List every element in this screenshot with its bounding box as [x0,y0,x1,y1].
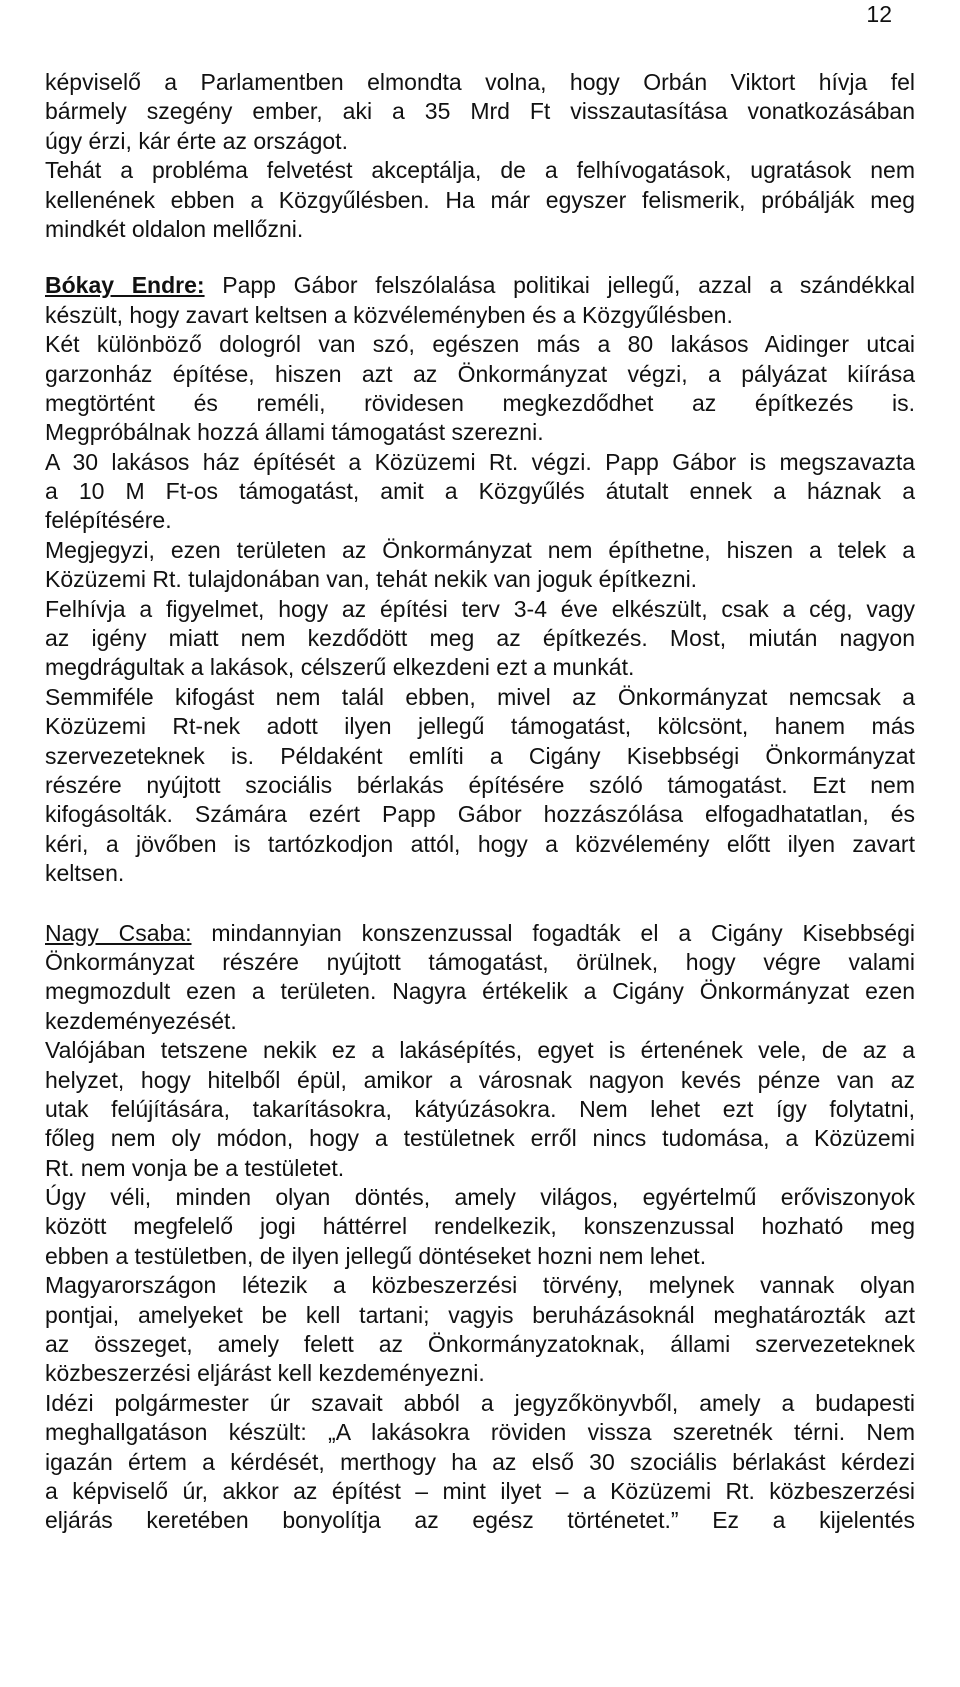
text-line [45,771,915,800]
text-line [45,1301,915,1330]
line-text: a 10 M Ft-os támogatást, amit a Közgyűlés átutalt ennek a háznak a [45,478,915,505]
text-line [45,1154,915,1183]
text-line [45,271,915,300]
line-text: megtörtént és reméli, rövidesen megkezdődhet az építkezés is. [45,389,915,416]
text-line [45,418,915,447]
text-line [45,1477,915,1506]
text-line [45,1448,915,1477]
text-line [45,360,915,389]
line-text: bármely szegény ember, aki a 35 Mrd Ft visszautasítása vonatkozásában [45,98,915,125]
text-line [45,977,915,1006]
text-line [45,1183,915,1212]
line-text: Valójában tetszene nekik ez a lakásépítés, egyet is értenének vele, de az a [45,1037,915,1064]
text-line [45,1007,915,1036]
line-text: keltsen. [45,860,125,887]
text-line [45,1418,915,1447]
line-text: Úgy véli, minden olyan döntés, amely világos, egyértelmű erőviszonyok [45,1184,915,1211]
line-text: Rt. nem vonja be a testületet. [45,1154,345,1181]
line-text: Idézi polgármester úr szavait abból a jegyzőkönyvből, amely a budapesti [45,1389,915,1416]
line-text: szervezeteknek is. Példaként említi a Cigány Kisebbségi Önkormányzat [45,742,915,769]
line-text: Felhívja a figyelmet, hogy az építési terv 3-4 éve elkészült, csak a cég, vagy [45,595,915,622]
line-text: igazán értem a kérdését, merthogy ha az első 30 szociális bérlakást kérdezi [45,1448,915,1475]
line-text: pontjai, amelyeket be kell tartani; vagyis beruházásoknál meghatározták azt [45,1301,915,1328]
line-text: eljárás keretében bonyolítja az egész történetet.” Ez a kijelentés [45,1507,915,1534]
paragraph [45,68,915,244]
page-number: 12 [866,1,892,27]
speaker-name: Bókay Endre: [45,272,205,299]
text-line [45,156,915,185]
line-text: a képviselő úr, akkor az építést – mint ilyet – a Közüzemi Rt. közbeszerzési [45,1477,915,1504]
line-text: Közüzemi Rt. tulajdonában van, tehát nekik van joguk építkezni. [45,566,698,593]
text-line [45,830,915,859]
text-line [45,1036,915,1065]
text-line [45,536,915,565]
line-text: közbeszerzési eljárást kell kezdeményezni. [45,1360,485,1387]
line-text: megmozdult ezen a területen. Nagyra értékelik a Cigány Önkormányzat ezen [45,978,915,1005]
text-line [45,1271,915,1300]
text-line [45,712,915,741]
line-text: ebben a testületben, de ilyen jellegű döntéseket hozni nem lehet. [45,1242,707,1269]
text-line [45,595,915,624]
line-text: helyzet, hogy hitelből épül, amikor a városnak nagyon kevés pénze van az [45,1066,915,1093]
text-line [45,1242,915,1271]
line-text: képviselő a Parlamentben elmondta volna, hogy Orbán Viktort hívja fel [45,69,915,95]
text-line [45,506,915,535]
text-line [45,97,915,126]
line-text: garzonház építése, hiszen azt az Önkormányzat végzi, a pályázat kiírása [45,360,915,387]
line-text: mindannyian konszenzussal fogadták el a Cigány Kisebbségi [191,919,915,946]
paragraph [45,271,915,888]
text-line [45,624,915,653]
paragraph [45,919,915,1536]
line-text: készült, hogy zavart keltsen a közvéleményben és a Közgyűlésben. [45,301,733,328]
line-text: mindkét oldalon mellőzni. [45,215,304,242]
text-line [45,1212,915,1241]
text-line [45,800,915,829]
document-body [45,68,915,1536]
line-text: között megfelelő jogi háttérrel rendelkezik, konszenzussal hozható meg [45,1213,915,1240]
line-text: Önkormányzat részére nyújtott támogatást, örülnek, hogy végre valami [45,948,915,975]
text-line [45,477,915,506]
line-text: Megjegyzi, ezen területen az Önkormányzat nem építhetne, hiszen a telek a [45,536,915,563]
text-line [45,68,915,97]
text-line [45,1389,915,1418]
text-line [45,330,915,359]
line-text: utak felújítására, takarításokra, kátyúzásokra. Nem lehet ezt így folytatni, [45,1095,915,1122]
text-line [45,389,915,418]
text-line [45,1330,915,1359]
line-text: úgy érzi, kár érte az országot. [45,127,348,154]
line-text: meghallgatáson készült: „A lakásokra röviden vissza szeretnék térni. Nem [45,1419,915,1446]
line-text: az igény miatt nem kezdődött meg az építkezés. Most, miután nagyon [45,625,915,652]
text-line [45,1066,915,1095]
line-text: kezdeményezését. [45,1007,237,1034]
text-line [45,215,915,244]
speaker-name: Nagy Csaba: [45,919,192,946]
text-line [45,1124,915,1153]
line-text: kifogásolták. Számára ezért Papp Gábor hozzászólása elfogadhatatlan, és [45,801,915,828]
line-text: Megpróbálnak hozzá állami támogatást szerezni. [45,419,544,446]
text-line [45,127,915,156]
text-line [45,186,915,215]
text-line [45,565,915,594]
line-text: megdrágultak a lakások, célszerű elkezdeni ezt a munkát. [45,654,635,681]
text-line [45,683,915,712]
line-text: Tehát a probléma felvetést akceptálja, de a felhívogatások, ugratások nem [45,157,915,184]
text-line [45,1359,915,1388]
line-text: Semmiféle kifogást nem talál ebben, mivel az Önkormányzat nemcsak a [45,683,915,710]
line-text: főleg nem oly módon, hogy a testületnek erről nincs tudomása, a Közüzemi [45,1125,915,1152]
line-text: Papp Gábor felszólalása politikai jellegű, azzal a szándékkal [204,272,915,299]
text-line [45,948,915,977]
line-text: felépítésére. [45,507,172,534]
line-text: az összeget, amely felett az Önkormányzatoknak, állami szervezeteknek [45,1331,915,1358]
text-line [45,1095,915,1124]
text-line [45,919,915,948]
line-text: Közüzemi Rt-nek adott ilyen jellegű támogatást, kölcsönt, hanem más [45,713,915,740]
line-text: kéri, a jövőben is tartózkodjon attól, hogy a közvélemény előtt ilyen zavart [45,830,915,857]
text-line [45,653,915,682]
line-text: részére nyújtott szociális bérlakás építésére szóló támogatást. Ezt nem [45,771,915,798]
text-line [45,1506,915,1535]
line-text: Két különböző dologról van szó, egészen más a 80 lakásos Aidinger utcai [45,331,915,358]
line-text: Magyarországon létezik a közbeszerzési törvény, melynek vannak olyan [45,1272,915,1299]
text-line [45,301,915,330]
line-text: A 30 lakásos ház építését a Közüzemi Rt. végzi. Papp Gábor is megszavazta [45,448,915,475]
text-line [45,859,915,888]
text-line [45,742,915,771]
text-line [45,448,915,477]
line-text: kellenének ebben a Közgyűlésben. Ha már egyszer felismerik, próbálják meg [45,186,915,213]
